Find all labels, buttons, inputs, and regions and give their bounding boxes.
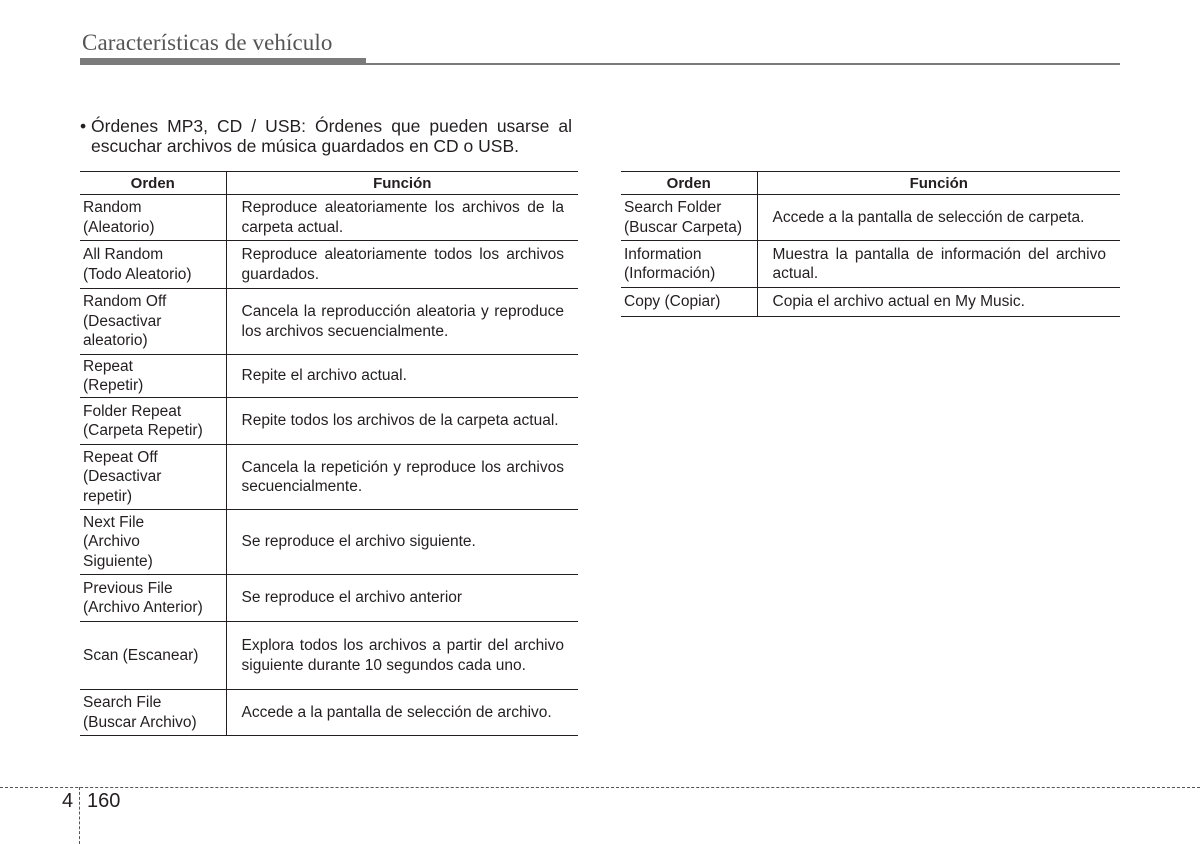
table-row — [621, 241, 1120, 288]
intro-text: Órdenes MP3, CD / USB: Órdenes que pueden usarse al escuchar archivos de música guardados en CD o USB. — [91, 116, 572, 156]
orden-cell: Random (Aleatorio) — [80, 195, 226, 241]
funcion-cell: Se reproduce el archivo siguiente. — [226, 510, 578, 575]
orden-cell: Previous File (Archivo Anterior) — [80, 575, 226, 622]
orden-cell: All Random (Todo Aleatorio) — [80, 241, 226, 289]
table-row — [80, 289, 578, 355]
funcion-cell: Reproduce aleatoriamente los archivos de la carpeta actual. — [226, 195, 578, 241]
page-number: 160 — [87, 790, 121, 812]
table-row — [80, 355, 578, 398]
funcion-cell: Repite el archivo actual. — [226, 355, 578, 398]
funcion-cell: Accede a la pantalla de selección de carpeta. — [757, 195, 1120, 241]
table-row — [80, 622, 578, 690]
funcion-cell: Explora todos los archivos a partir del archivo siguiente durante 10 segundos cada uno. — [226, 622, 578, 690]
commands-table-right — [621, 171, 1120, 317]
orden-cell: Folder Repeat (Carpeta Repetir) — [80, 398, 226, 445]
table-row — [80, 241, 578, 289]
page-header-title: Características de vehículo — [82, 30, 333, 55]
bullet-icon: • — [80, 116, 87, 136]
table-row — [621, 288, 1120, 317]
commands-table-left — [80, 171, 578, 736]
column-header-funcion: Función — [757, 172, 1120, 195]
funcion-cell: Cancela la repetición y reproduce los archivos secuencialmente. — [226, 445, 578, 510]
column-header-funcion: Función — [226, 172, 578, 195]
section-number: 4 — [62, 790, 74, 812]
orden-cell: Search File (Buscar Archivo) — [80, 690, 226, 736]
table-row — [80, 195, 578, 241]
table-row — [80, 690, 578, 736]
table-row — [80, 510, 578, 575]
orden-cell: Repeat (Repetir) — [80, 355, 226, 398]
intro-paragraph — [80, 116, 572, 156]
funcion-cell: Repite todos los archivos de la carpeta actual. — [226, 398, 578, 445]
column-header-orden: Orden — [80, 172, 226, 195]
table-header-row — [621, 172, 1120, 195]
orden-cell: Repeat Off (Desactivar repetir) — [80, 445, 226, 510]
funcion-cell: Reproduce aleatoriamente todos los archivos guardados. — [226, 241, 578, 289]
orden-cell: Next File (Archivo Siguiente) — [80, 510, 226, 575]
table-header-row — [80, 172, 578, 195]
header-rule — [80, 63, 1120, 65]
funcion-cell: Muestra la pantalla de información del archivo actual. — [757, 241, 1120, 288]
table-row — [80, 398, 578, 445]
funcion-cell: Cancela la reproducción aleatoria y reproduce los archivos secuencialmente. — [226, 289, 578, 355]
footer-dashed-rule — [0, 787, 1200, 788]
table-row — [80, 445, 578, 510]
orden-cell: Copy (Copiar) — [621, 288, 757, 317]
orden-cell: Scan (Escanear) — [80, 622, 226, 690]
table-row — [621, 195, 1120, 241]
orden-cell: Random Off (Desactivar aleatorio) — [80, 289, 226, 355]
funcion-cell: Se reproduce el archivo anterior — [226, 575, 578, 622]
column-header-orden: Orden — [621, 172, 757, 195]
funcion-cell: Copia el archivo actual en My Music. — [757, 288, 1120, 317]
orden-cell: Information (Información) — [621, 241, 757, 288]
orden-cell: Search Folder (Buscar Carpeta) — [621, 195, 757, 241]
footer-dashed-divider — [79, 787, 80, 844]
table-row — [80, 575, 578, 622]
funcion-cell: Accede a la pantalla de selección de archivo. — [226, 690, 578, 736]
